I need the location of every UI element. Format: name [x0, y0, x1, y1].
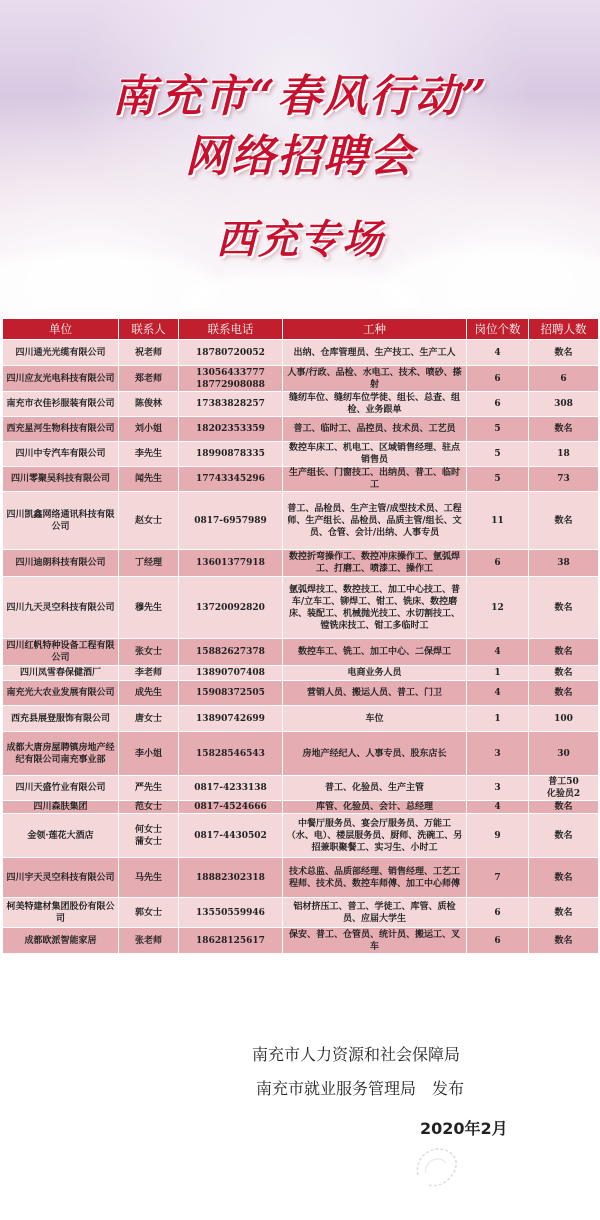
cell-work: 中餐厅服务员、宴会厅服务员、万能工（水、电）、楼层服务员、厨师、洗碗工、另招兼职聚餐工、实习生、小时工	[283, 814, 467, 858]
cell-contact: 郑老师	[119, 366, 179, 392]
table-body	[3, 340, 599, 954]
cell-count: 73	[529, 467, 599, 492]
cell-posts: 6	[467, 550, 529, 577]
cell-phone: 15882627378	[179, 639, 283, 666]
cell-unit: 四川中专汽车有限公司	[3, 442, 119, 467]
cell-work: 铝材挤压工、普工、学徒工、库管、质检员、应届大学生	[283, 898, 467, 928]
cell-count: 308	[529, 392, 599, 417]
table-row	[3, 366, 599, 392]
header-posts: 岗位个数	[467, 319, 529, 340]
cell-posts: 5	[467, 417, 529, 442]
table-row	[3, 814, 599, 858]
header-contact: 联系人	[119, 319, 179, 340]
header-count: 招聘人数	[529, 319, 599, 340]
cell-unit: 南充市衣佳衫服装有限公司	[3, 392, 119, 417]
banner-title-line2: 网络招聘会	[185, 131, 415, 182]
issue-date: 2020年2月	[420, 1119, 508, 1138]
cell-work: 数控车床工、机电工、区域销售经理、驻点销售员	[283, 442, 467, 467]
cell-unit: 四川通光光缆有限公司	[3, 340, 119, 366]
cell-posts: 11	[467, 492, 529, 550]
cell-contact: 赵女士	[119, 492, 179, 550]
cell-contact: 李小姐	[119, 732, 179, 776]
table-row	[3, 340, 599, 366]
banner-title-line1: 南充市“春风行动”	[111, 71, 489, 122]
cell-count: 数名	[529, 492, 599, 550]
cell-phone: 15908372505	[179, 681, 283, 706]
cell-unit: 南充光大农业发展有限公司	[3, 681, 119, 706]
cell-posts: 6	[467, 392, 529, 417]
cell-contact: 郭女士	[119, 898, 179, 928]
cell-posts: 4	[467, 639, 529, 666]
cell-contact: 祝老师	[119, 340, 179, 366]
cell-unit: 四川红帆特种设备工程有限公司	[3, 639, 119, 666]
cell-posts: 4	[467, 801, 529, 814]
cell-phone: 18202353359	[179, 417, 283, 442]
cell-unit: 四川森肤集团	[3, 801, 119, 814]
header-phone: 联系电话	[179, 319, 283, 340]
table-row	[3, 467, 599, 492]
table-row	[3, 392, 599, 417]
cell-work: 电商业务人员	[283, 666, 467, 681]
cell-unit: 成都欧派智能家居	[3, 928, 119, 954]
cell-posts: 3	[467, 776, 529, 801]
cell-contact: 唐女士	[119, 706, 179, 732]
cell-work: 普工、临时工、品控员、技术员、工艺员	[283, 417, 467, 442]
banner-title-line3: 西充专场	[216, 216, 384, 263]
cell-posts: 1	[467, 666, 529, 681]
cell-work: 生产组长、门窗技工、出纳员、普工、临时工	[283, 467, 467, 492]
table-row	[3, 732, 599, 776]
issuer-line-2: 南充市就业服务管理局 发布	[256, 1079, 465, 1098]
cell-unit: 四川应友光电科技有限公司	[3, 366, 119, 392]
cell-phone: 0817-4524666	[179, 801, 283, 814]
table-row	[3, 801, 599, 814]
cell-posts: 6	[467, 898, 529, 928]
cell-count: 6	[529, 366, 599, 392]
header-work: 工种	[283, 319, 467, 340]
header-banner	[0, 0, 600, 318]
cell-unit: 成都大唐房屋聘镇房地产经纪有限公司南充事业部	[3, 732, 119, 776]
table-row	[3, 577, 599, 639]
cell-count: 18	[529, 442, 599, 467]
cell-unit: 金领·莲花大酒店	[3, 814, 119, 858]
cell-contact: 李老师	[119, 666, 179, 681]
cell-posts: 9	[467, 814, 529, 858]
cell-count: 数名	[529, 666, 599, 681]
table-row	[3, 681, 599, 706]
cell-posts: 1	[467, 706, 529, 732]
cell-posts: 12	[467, 577, 529, 639]
cell-posts: 7	[467, 858, 529, 898]
cell-count: 数名	[529, 814, 599, 858]
table-row	[3, 417, 599, 442]
cell-count: 数名	[529, 898, 599, 928]
cell-contact: 陈俊林	[119, 392, 179, 417]
cell-count: 普工50 化验员2	[529, 776, 599, 801]
cell-phone: 18628125617	[179, 928, 283, 954]
table-row	[3, 492, 599, 550]
cell-work: 车位	[283, 706, 467, 732]
table-row	[3, 442, 599, 467]
cell-phone: 13890742699	[179, 706, 283, 732]
cell-work: 营销人员、搬运人员、普工、门卫	[283, 681, 467, 706]
header-unit: 单位	[3, 319, 119, 340]
cell-count: 数名	[529, 858, 599, 898]
cell-unit: 四川九天灵空科技有限公司	[3, 577, 119, 639]
cell-phone: 13056433777 18772908088	[179, 366, 283, 392]
cell-unit: 四川凯鑫网络通讯科技有限公司	[3, 492, 119, 550]
cell-contact: 丁经理	[119, 550, 179, 577]
cell-unit: 柯美特建材集团股份有限公司	[3, 898, 119, 928]
cell-work: 普工、品检员、生产主管/成型技术员、工程师、生产组长、品检员、品质主管/组长、文员、仓管、会计/出纳、人事专员	[283, 492, 467, 550]
cell-count: 数名	[529, 577, 599, 639]
cell-unit: 四川宇天灵空科技有限公司	[3, 858, 119, 898]
cell-contact: 刘小姐	[119, 417, 179, 442]
cell-posts: 6	[467, 928, 529, 954]
cell-count: 38	[529, 550, 599, 577]
cell-work: 库管、化验员、会计、总经理	[283, 801, 467, 814]
cell-unit: 四川凤雪春保健酒厂	[3, 666, 119, 681]
cell-contact: 严先生	[119, 776, 179, 801]
cell-phone: 0817-4430502	[179, 814, 283, 858]
cell-work: 房地产经纪人、人事专员、股东店长	[283, 732, 467, 776]
cell-phone: 15828546543	[179, 732, 283, 776]
cell-unit: 四川迪朗科技有限公司	[3, 550, 119, 577]
cell-unit: 西充星河生物科技有限公司	[3, 417, 119, 442]
cell-count: 数名	[529, 340, 599, 366]
cell-phone: 13550559946	[179, 898, 283, 928]
job-listing-table	[2, 318, 599, 954]
cell-contact: 何女士 蒲女士	[119, 814, 179, 858]
cell-work: 缝纫车位、缝纫车位学徒、组长、总查、组检、业务跟单	[283, 392, 467, 417]
cell-count: 数名	[529, 639, 599, 666]
cell-count: 30	[529, 732, 599, 776]
cell-phone: 18780720052	[179, 340, 283, 366]
cell-phone: 18882302318	[179, 858, 283, 898]
cell-work: 技术总监、品质部经理、销售经理、工艺工程师、技术员、数控车师傅、加工中心师傅	[283, 858, 467, 898]
cell-unit: 西充县展登服饰有限公司	[3, 706, 119, 732]
cell-phone: 0817-6957989	[179, 492, 283, 550]
cell-unit: 四川天盛竹业有限公司	[3, 776, 119, 801]
table-row	[3, 928, 599, 954]
cell-phone: 13601377918	[179, 550, 283, 577]
table-row	[3, 898, 599, 928]
cell-work: 出纳、仓库管理员、生产技工、生产工人	[283, 340, 467, 366]
cell-contact: 李先生	[119, 442, 179, 467]
issuer-line-1: 南充市人力资源和社会保障局	[252, 1045, 461, 1064]
cell-contact: 马先生	[119, 858, 179, 898]
cell-work: 保安、普工、仓管员、统计员、搬运工、叉车	[283, 928, 467, 954]
cell-phone: 13890707408	[179, 666, 283, 681]
cell-phone: 13720092820	[179, 577, 283, 639]
cell-count: 数名	[529, 928, 599, 954]
cell-work: 数控折弯操作工、数控冲床操作工、氩弧焊工、打磨工、喷漆工、操作工	[283, 550, 467, 577]
cell-count: 100	[529, 706, 599, 732]
cell-count: 数名	[529, 681, 599, 706]
cell-contact: 穆先生	[119, 577, 179, 639]
cell-posts: 3	[467, 732, 529, 776]
cell-count: 数名	[529, 801, 599, 814]
cell-contact: 范女士	[119, 801, 179, 814]
cell-contact: 张女士	[119, 639, 179, 666]
cell-posts: 6	[467, 366, 529, 392]
cell-work: 数控车工、铣工、加工中心、二保焊工	[283, 639, 467, 666]
cell-unit: 四川零聚吴科技有限公司	[3, 467, 119, 492]
table-row	[3, 639, 599, 666]
table-row	[3, 550, 599, 577]
table-row	[3, 776, 599, 801]
cell-posts: 4	[467, 340, 529, 366]
table-row	[3, 706, 599, 732]
cell-contact: 闻先生	[119, 467, 179, 492]
cell-work: 人事/行政、品检、水电工、技术、喷砂、搽射	[283, 366, 467, 392]
table-row	[3, 666, 599, 681]
cell-count: 数名	[529, 417, 599, 442]
cell-phone: 0817-4233138	[179, 776, 283, 801]
cell-posts: 5	[467, 467, 529, 492]
table-header-row	[3, 319, 599, 340]
cell-posts: 5	[467, 442, 529, 467]
cell-contact: 成先生	[119, 681, 179, 706]
faint-stamp-icon	[408, 1135, 468, 1195]
table-row	[3, 858, 599, 898]
cell-phone: 18990878335	[179, 442, 283, 467]
cell-contact: 张老师	[119, 928, 179, 954]
cell-work: 普工、化验员、生产主管	[283, 776, 467, 801]
cell-work: 氩弧焊技工、数控技工、加工中心技工、普车/立车工、铆焊工、钳工、铣床、数控磨床、装配工、机械抛光技工、水切割技工、镗铣床技工、钳工多临时工	[283, 577, 467, 639]
cell-phone: 17743345296	[179, 467, 283, 492]
cell-posts: 4	[467, 681, 529, 706]
cell-phone: 17383828257	[179, 392, 283, 417]
